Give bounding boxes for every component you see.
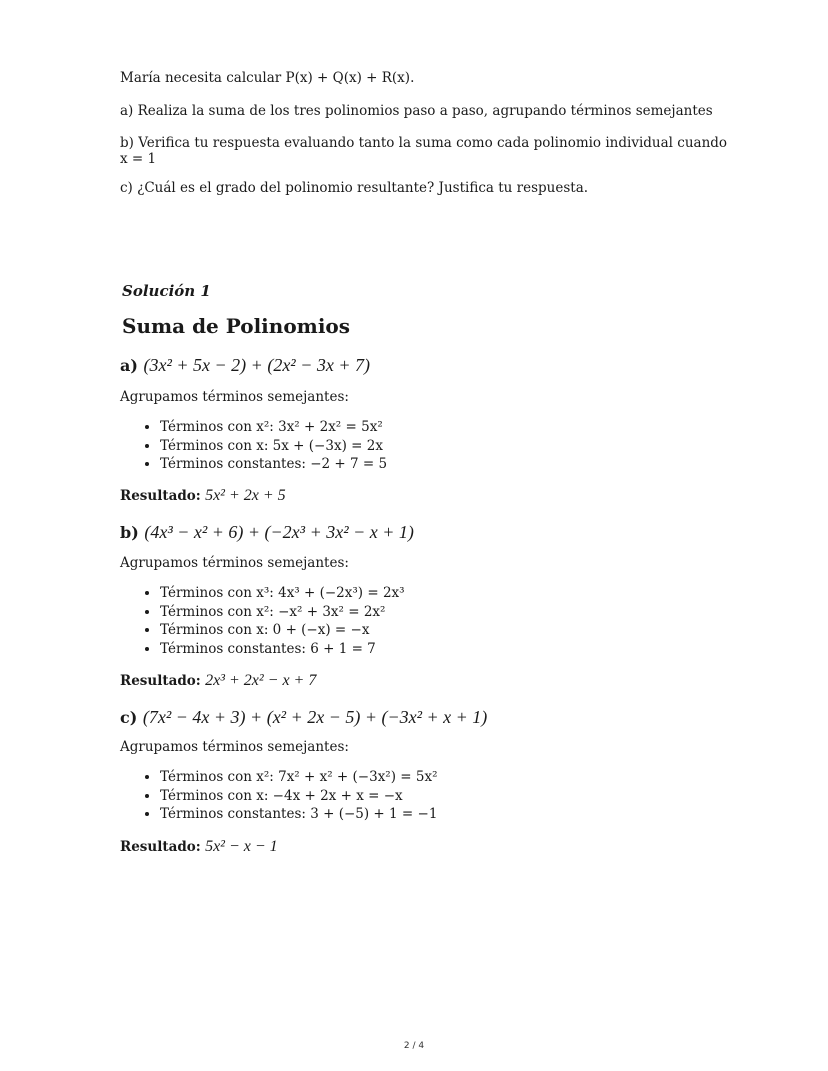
part-b-expression: (4x³ − x² + 6) + (−2x³ + 3x² − x + 1) [144, 522, 414, 542]
part-a-result [120, 487, 286, 505]
part-b-prefix: b) [120, 523, 139, 542]
part-b-heading [120, 522, 414, 543]
part-c-group-label: Agrupamos términos semejantes: [120, 739, 349, 755]
result-label: Resultado: [120, 488, 201, 504]
part-c-result [120, 838, 278, 856]
list-item: • Términos constantes: −2 + 7 = 5 [160, 455, 387, 474]
result-value: 5x² + 2x + 5 [205, 487, 286, 504]
solution-title: Suma de Polinomios [122, 314, 351, 338]
list-item: • Términos constantes: 6 + 1 = 7 [160, 640, 405, 659]
result-label: Resultado: [120, 673, 201, 689]
part-a-expression: (3x² + 5x − 2) + (2x² − 3x + 7) [143, 355, 370, 375]
list-item: • Términos con x²: 3x² + 2x² = 5x² [160, 418, 387, 437]
list-item: • Términos con x³: 4x³ + (−2x³) = 2x³ [160, 584, 405, 603]
part-a-group-label: Agrupamos términos semejantes: [120, 389, 349, 405]
solution-label: Solución 1 [122, 282, 211, 300]
list-item: • Términos con x: 5x + (−3x) = 2x [160, 437, 387, 456]
question-b-line2: x = 1 [120, 151, 157, 167]
list-item: • Términos constantes: 3 + (−5) + 1 = −1 [160, 805, 438, 824]
part-a-prefix: a) [120, 356, 138, 375]
list-item: • Términos con x: 0 + (−x) = −x [160, 621, 405, 640]
part-b-group-label: Agrupamos términos semejantes: [120, 555, 349, 571]
question-c: c) ¿Cuál es el grado del polinomio resultante? Justifica tu respuesta. [120, 180, 589, 196]
result-label: Resultado: [120, 839, 201, 855]
part-c-heading [120, 707, 487, 728]
list-item: • Términos con x²: −x² + 3x² = 2x² [160, 603, 405, 622]
intro-line: María necesita calcular P(x) + Q(x) + R(x). [120, 70, 415, 86]
part-c-prefix: c) [120, 708, 138, 727]
result-value: 5x² − x − 1 [205, 838, 278, 855]
part-b-list [140, 584, 405, 658]
list-item: • Términos con x²: 7x² + x² + (−3x²) = 5x² [160, 768, 438, 787]
page-number: 2 / 4 [403, 1041, 425, 1051]
part-c-expression: (7x² − 4x + 3) + (x² + 2x − 5) + (−3x² + x + 1) [142, 707, 488, 727]
question-a: a) Realiza la suma de los tres polinomios paso a paso, agrupando términos semejantes [120, 103, 713, 119]
part-a-list [140, 418, 387, 474]
part-a-heading [120, 355, 370, 376]
result-value: 2x³ + 2x² − x + 7 [205, 672, 317, 689]
part-b-result [120, 672, 316, 690]
part-c-list [140, 768, 438, 824]
list-item: • Términos con x: −4x + 2x + x = −x [160, 787, 438, 806]
question-b-line1: b) Verifica tu respuesta evaluando tanto la suma como cada polinomio individual cuando [120, 135, 728, 151]
